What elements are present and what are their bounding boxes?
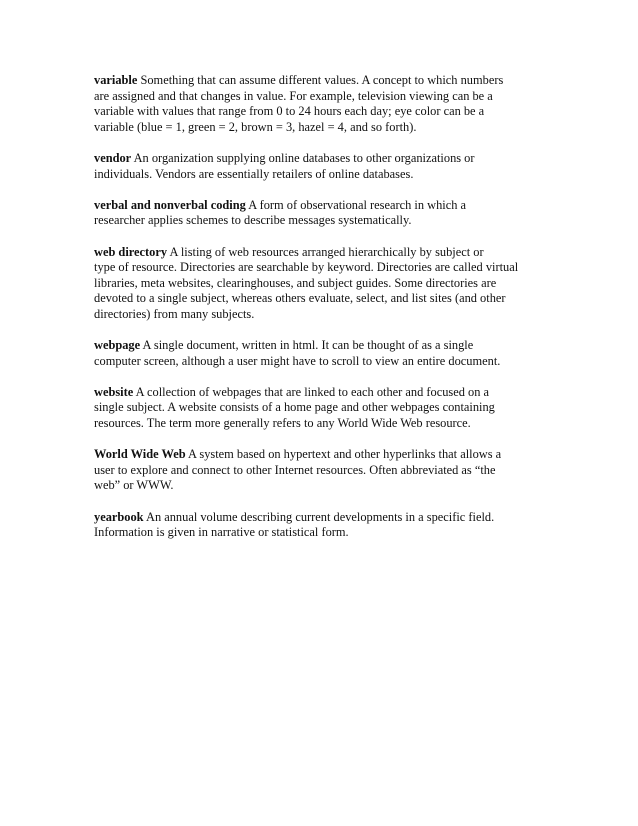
entry-line xyxy=(94,510,534,526)
definition-line: type of resource. Directories are searchable by keyword. Directories are called virtual xyxy=(94,260,519,275)
glossary-entry-website xyxy=(94,385,534,432)
definition-line: web” or WWW. xyxy=(94,478,174,493)
glossary-term: variable xyxy=(94,73,138,87)
glossary-term: web directory xyxy=(94,244,168,259)
entry-line xyxy=(94,198,534,214)
glossary-term: yearbook xyxy=(94,509,144,524)
definition-line: single subject. A website consists of a home page and other webpages containing xyxy=(94,400,495,415)
definition-line: are assigned and that changes in value. For example, television viewing can be a xyxy=(94,88,493,103)
glossary-term: vendor xyxy=(94,150,132,165)
definition-line: resources. The term more generally refers to any World Wide Web resource. xyxy=(94,416,471,431)
glossary-list xyxy=(94,73,534,556)
glossary-term: webpage xyxy=(94,338,141,353)
entry-line xyxy=(94,73,534,89)
definition-text: A collection of webpages that are linked to each other and focused on a xyxy=(133,384,489,399)
definition-line: researcher applies schemes to describe messages systematically. xyxy=(94,213,412,228)
glossary-entry-world-wide-web xyxy=(94,447,534,494)
definition-text: Something that can assume different values. A concept to which numbers xyxy=(137,73,504,87)
definition-text: A system based on hypertext and other hyperlinks that allows a xyxy=(185,447,502,462)
glossary-term: verbal and nonverbal coding xyxy=(94,197,246,212)
glossary-term: website xyxy=(94,384,134,399)
definition-line: libraries, meta websites, clearinghouses, and subject guides. Some directories are xyxy=(94,275,497,290)
definition-text: An organization supplying online databases to other organizations or xyxy=(131,150,475,165)
definition-line: variable with values that range from 0 to 24 hours each day; eye color can be a xyxy=(94,104,485,119)
entry-line xyxy=(94,447,534,463)
definition-text: A single document, written in html. It can be thought of as a single xyxy=(140,338,474,353)
entry-line xyxy=(94,385,534,401)
definition-line: variable (blue = 1, green = 2, brown = 3, hazel = 4, and so forth). xyxy=(94,119,417,134)
definition-text: A form of observational research in which a xyxy=(245,197,467,212)
entry-line xyxy=(94,151,534,167)
glossary-entry-yearbook xyxy=(94,510,534,541)
definition-text: An annual volume describing current developments in a specific field. xyxy=(143,509,495,524)
definition-line: Information is given in narrative or statistical form. xyxy=(94,525,349,540)
glossary-entry-web-directory xyxy=(94,245,534,323)
definition-text: A listing of web resources arranged hierarchically by subject or xyxy=(167,244,484,259)
entry-line xyxy=(94,245,534,261)
entry-line xyxy=(94,338,534,354)
definition-line: individuals. Vendors are essentially retailers of online databases. xyxy=(94,166,414,181)
definition-line: devoted to a single subject, whereas others evaluate, select, and list sites (and other xyxy=(94,291,506,306)
definition-line: computer screen, although a user might have to scroll to view an entire document. xyxy=(94,353,501,368)
definition-line: user to explore and connect to other Internet resources. Often abbreviated as “the xyxy=(94,462,496,477)
glossary-entry-variable xyxy=(94,73,534,135)
glossary-term: World Wide Web xyxy=(94,447,186,462)
glossary-entry-verbal-and-nonverbal-coding xyxy=(94,198,534,229)
definition-line: directories) from many subjects. xyxy=(94,306,255,321)
glossary-entry-webpage xyxy=(94,338,534,369)
glossary-entry-vendor xyxy=(94,151,534,182)
